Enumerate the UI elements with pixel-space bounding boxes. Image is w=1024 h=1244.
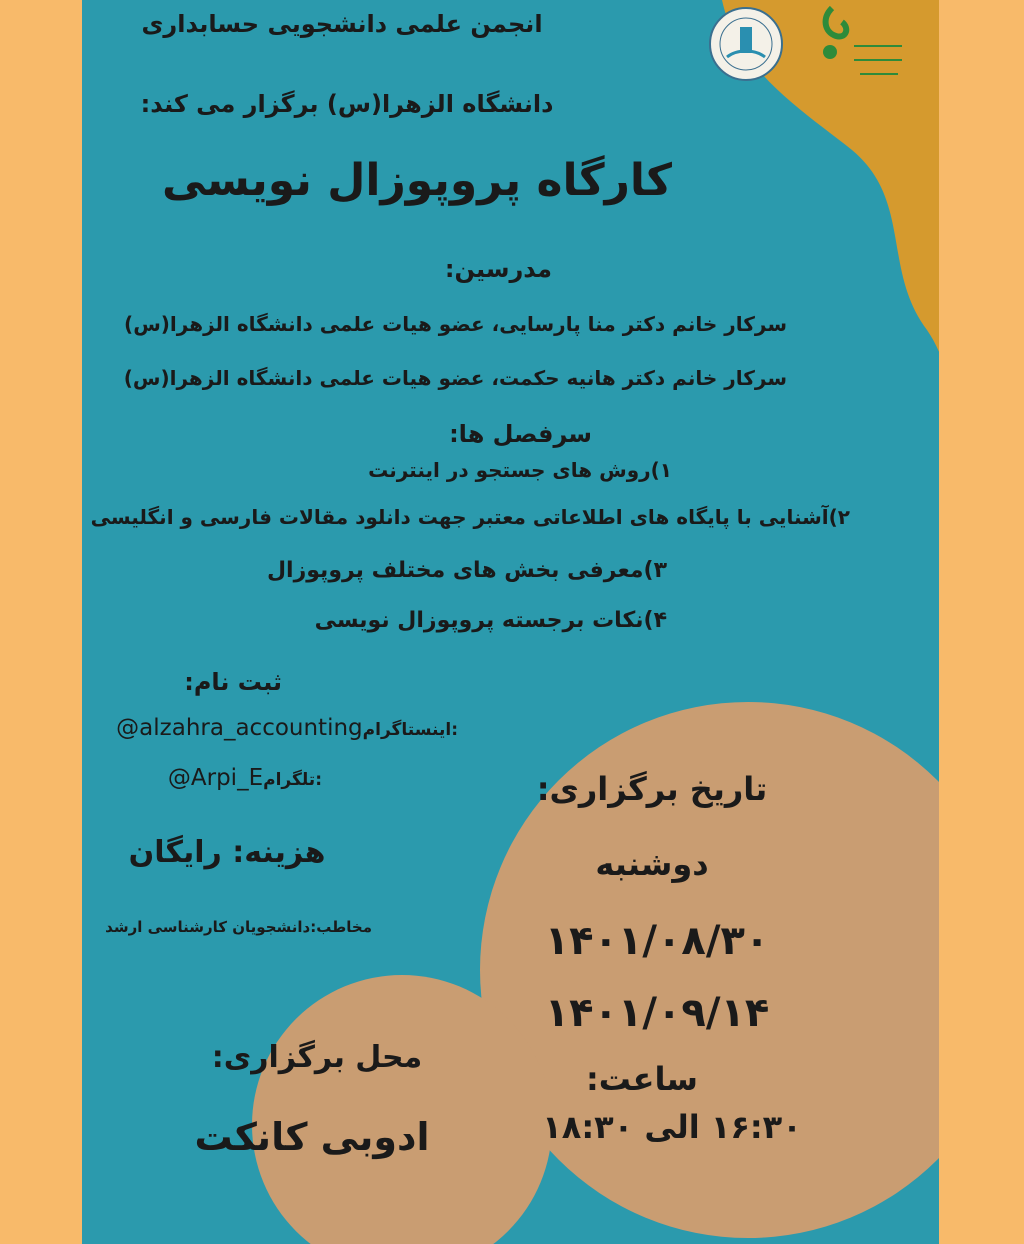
schedule-time-label: ساعت:	[585, 1060, 698, 1098]
instagram-handle[interactable]: @alzahra_accounting	[116, 715, 363, 741]
telegram-handle[interactable]: @Arpi_E	[167, 765, 264, 791]
university-logo-icon	[810, 2, 910, 86]
topic-item: ۲)آشنایی با پایگاه های اطلاعاتی معتبر جهت دانلود مقالات فارسی و انگلیسی	[90, 505, 850, 529]
schedule-day: دوشنبه	[595, 845, 709, 883]
teachers-heading: مدرسین:	[444, 255, 552, 283]
topic-item: ۱)روش های جستجو در اینترنت	[368, 458, 672, 482]
topic-item: ۳)معرفی بخش های مختلف پروپوزال	[266, 558, 667, 583]
schedule-date-2: ۱۴۰۱/۰۹/۱۴	[544, 990, 770, 1036]
association-seal-icon	[707, 5, 785, 83]
venue-name: ادوبی کانکت	[194, 1115, 430, 1159]
teacher-item: سرکار خانم دکتر منا پارسایی، عضو هیات علمی دانشگاه الزهرا(س)	[124, 312, 787, 336]
telegram-row	[122, 765, 322, 791]
venue-heading: محل برگزاری:	[211, 1040, 423, 1075]
schedule-heading: تاریخ برگزاری:	[536, 770, 768, 808]
page-title: کارگاه پروپوزال نویسی	[161, 155, 673, 206]
telegram-label: تلگرام:	[263, 770, 322, 790]
host-line: دانشگاه الزهرا(س) برگزار می کند:	[140, 90, 554, 118]
schedule-time-range: ۱۶:۳۰ الی ۱۸:۳۰	[542, 1108, 802, 1146]
instagram-row	[88, 715, 458, 741]
topic-item: ۴)نکات برجسته پروپوزال نویسی	[314, 608, 667, 633]
instagram-label: اینستاگرام:	[362, 720, 458, 740]
audience-text: مخاطب:دانشجویان کارشناسی ارشد	[105, 918, 372, 936]
poster-panel	[82, 0, 939, 1244]
schedule-date-1: ۱۴۰۱/۰۸/۳۰	[544, 918, 770, 964]
registration-heading: ثبت نام:	[184, 668, 282, 696]
teacher-item: سرکار خانم دکتر هانیه حکمت، عضو هیات علمی دانشگاه الزهرا(س)	[123, 366, 787, 390]
cost-text: هزینه: رایگان	[128, 835, 326, 870]
topics-heading: سرفصل ها:	[449, 420, 592, 448]
org-name: انجمن علمی دانشجویی حسابداری	[141, 10, 543, 38]
